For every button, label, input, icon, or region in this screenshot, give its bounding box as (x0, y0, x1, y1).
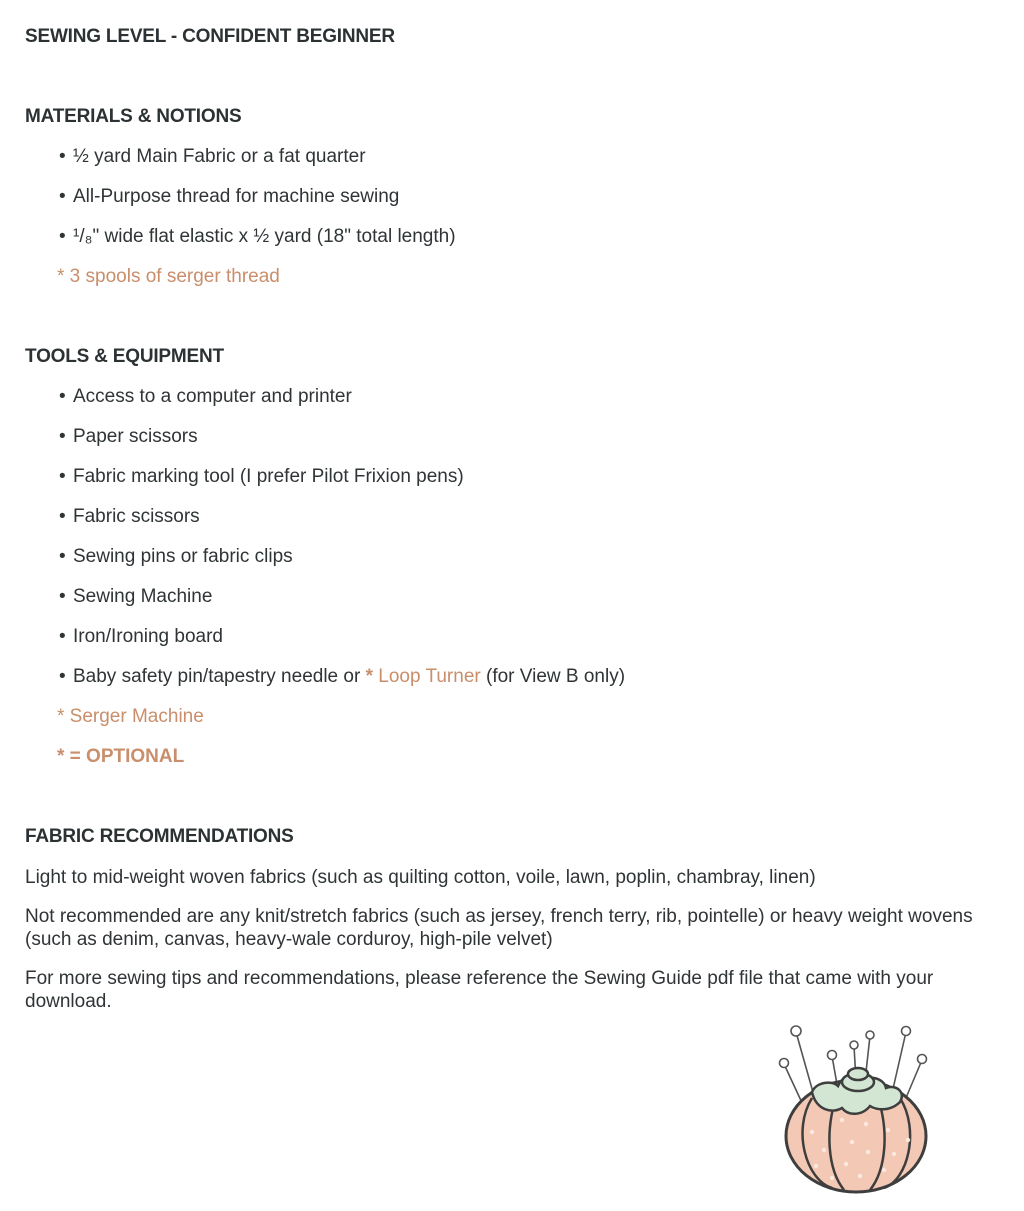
list-item: • Sewing pins or fabric clips (59, 546, 293, 567)
fabric-paragraph-not-recommended: Not recommended are any knit/stretch fabrics (such as jersey, french terry, rib, pointelle) or heavy weight wovens (such as denim, canvas, heavy-wale corduroy, high-pile velvet) (25, 906, 973, 950)
pin-heads (780, 1026, 927, 1068)
list-item: • Sewing Machine (59, 586, 213, 607)
optional-serger-machine: * Serger Machine (57, 706, 204, 727)
fabric-heading: FABRIC RECOMMENDATIONS (25, 826, 294, 847)
loop-turner-link[interactable]: Loop Turner (372, 666, 481, 687)
list-item: • All-Purpose thread for machine sewing (59, 186, 400, 207)
list-item: • Access to a computer and printer (59, 386, 352, 407)
list-item: • Fabric marking tool (I prefer Pilot Frixion pens) (59, 466, 464, 487)
optional-star: * (365, 666, 373, 687)
tools-list (25, 385, 985, 689)
list-item: • Iron/Ironing board (59, 626, 223, 647)
fabric-paragraph-sewing-guide: For more sewing tips and recommendations, please reference the Sewing Guide pdf file that came with your download. (25, 968, 934, 1012)
document-body (25, 25, 985, 1013)
list-item: • ¹/₈" wide flat elastic x ½ yard (18" total length) (59, 226, 456, 247)
list-item: • Paper scissors (59, 426, 198, 447)
tools-heading: TOOLS & EQUIPMENT (25, 346, 224, 367)
pincushion-illustration (772, 1020, 942, 1200)
optional-legend: * = OPTIONAL (57, 746, 185, 767)
list-item: • Fabric scissors (59, 506, 200, 527)
list-item: • ½ yard Main Fabric or a fat quarter (59, 146, 366, 167)
sewing-level-heading: SEWING LEVEL - CONFIDENT BEGINNER (25, 26, 395, 47)
list-item: • Baby safety pin/tapestry needle or * Loop Turner (for View B only) (59, 666, 626, 687)
materials-list (25, 145, 985, 249)
materials-heading: MATERIALS & NOTIONS (25, 106, 242, 127)
fabric-paragraph-recommended: Light to mid-weight woven fabrics (such as quilting cotton, voile, lawn, poplin, chambray, linen) (25, 867, 816, 888)
cushion-top (812, 1068, 902, 1114)
optional-serger-thread: * 3 spools of serger thread (57, 266, 280, 287)
